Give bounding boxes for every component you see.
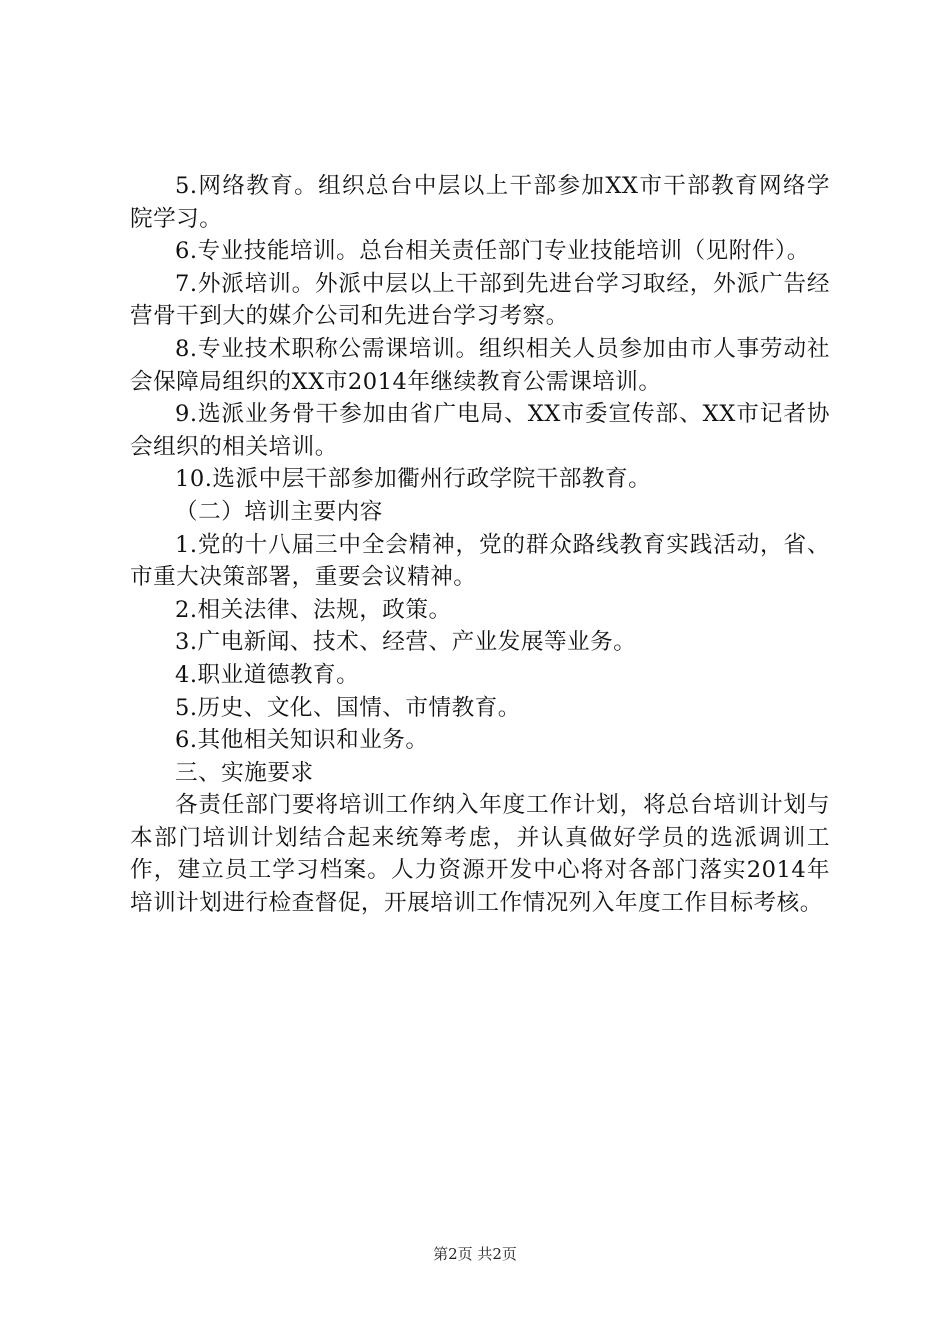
paragraph-external-training: 7.外派培训。外派中层以上干部到先进台学习取经，外派广告经营骨干到大的媒介公司和先进台学习考察。: [130, 270, 830, 330]
paragraph-content-item-1: 1.党的十八届三中全会精神，党的群众路线教育实践活动，省、市重大决策部署，重要会议精神。: [130, 531, 830, 591]
paragraph-network-education: 5.网络教育。组织总台中层以上干部参加XX市干部教育网络学院学习。: [130, 173, 830, 232]
paragraph-content-item-3: 3.广电新闻、技术、经营、产业发展等业务。: [175, 629, 637, 656]
paragraph-implementation-requirements: 各责任部门要将培训工作纳入年度工作计划，将总台培训计划与本部门培训计划结合起来统筹考虑，并认真做好学员的选派调训工作，建立员工学习档案。人力资源开发中心将对各部门落实2014年培训计划进行检查督促，开展培训工作情况列入年度工作目标考核。: [130, 792, 830, 917]
paragraph-content-item-4: 4.职业道德教育。: [175, 661, 360, 688]
section-heading-training-content: （二）培训主要内容: [175, 498, 383, 525]
document-body: [130, 170, 830, 920]
paragraph-backbone-selection: 9.选派业务骨干参加由省广电局、XX市委宣传部、XX市记者协会组织的相关培训。: [130, 401, 830, 460]
paragraph-content-item-6: 6.其他相关知识和业务。: [175, 727, 429, 754]
section-heading-implementation: 三、实施要求: [175, 759, 314, 786]
paragraph-public-courses: 8.专业技术职称公需课培训。组织相关人员参加由市人事劳动社会保障局组织的XX市2014年继续教育公需课培训。: [130, 335, 830, 395]
page-number-footer: 第2页 共2页: [433, 1245, 517, 1263]
paragraph-content-item-2: 2.相关法律、法规，政策。: [175, 596, 452, 623]
paragraph-content-item-5: 5.历史、文化、国情、市情教育。: [175, 694, 521, 721]
paragraph-professional-skills: 6.专业技能培训。总台相关责任部门专业技能培训（见附件）。: [175, 238, 810, 265]
paragraph-cadre-education: 10.选派中层干部参加衢州行政学院干部教育。: [175, 466, 652, 493]
